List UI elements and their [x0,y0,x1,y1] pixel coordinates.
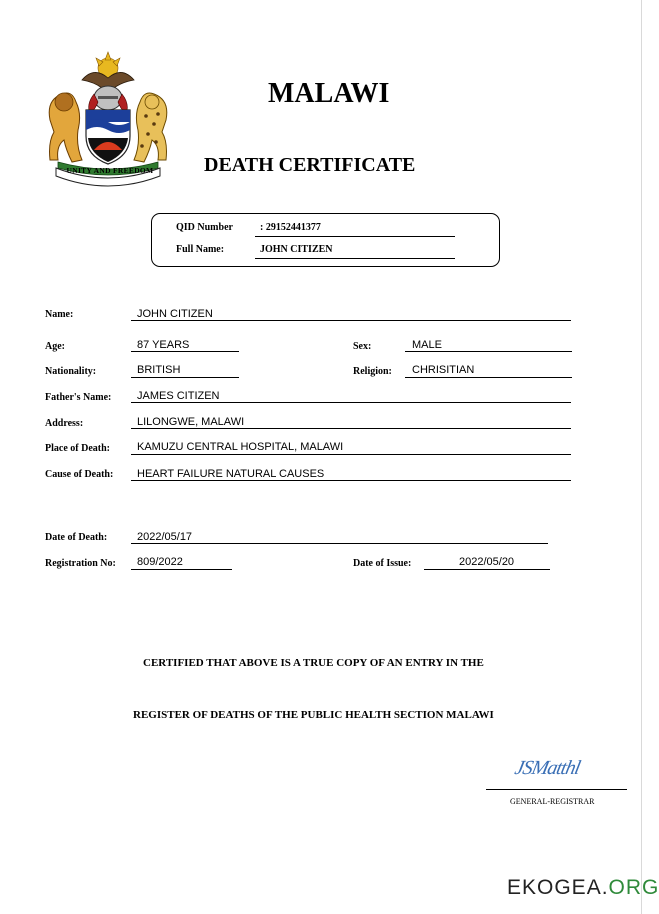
date-death-label: Date of Death: [45,532,108,543]
issue-label: Date of Issue: [353,558,412,569]
date-death-value: 2022/05/17 [137,531,193,543]
fullname-value: JOHN CITIZEN [260,244,333,255]
name-label: Name: [45,309,74,320]
nationality-value: BRITISH [137,364,181,376]
sex-underline [405,351,572,352]
age-underline [131,351,239,352]
registration-label: Registration No: [45,558,116,569]
religion-underline [405,377,572,378]
country-title: MALAWI [268,78,390,109]
issue-underline [424,569,550,570]
registrar-title: GENERAL-REGISTRAR [510,797,595,806]
address-label: Address: [45,418,84,429]
fullname-underline [255,258,455,259]
watermark [507,876,659,900]
qid-value: : 29152441377 [260,222,321,233]
cause-underline [131,480,571,481]
religion-value: CHRISITIAN [412,364,475,376]
religion-label: Religion: [353,366,392,377]
date-death-underline [131,543,548,544]
nationality-label: Nationality: [45,366,97,377]
place-value: KAMUZU CENTRAL HOSPITAL, MALAWI [137,441,344,453]
watermark-part-2: ORG [608,876,659,899]
fullname-label: Full Name: [176,244,225,255]
signature: JSMatthl [512,757,582,779]
place-underline [131,454,571,455]
sex-value: MALE [412,339,442,351]
nationality-underline [131,377,239,378]
watermark-part-1: EKOGEA. [507,876,609,899]
issue-value: 2022/05/20 [459,556,515,568]
address-underline [131,428,571,429]
certification-line-2: REGISTER OF DEATHS OF THE PUBLIC HEALTH SECTION MALAWI [133,709,494,721]
registration-underline [131,569,232,570]
father-underline [131,402,571,403]
sex-label: Sex: [353,341,372,352]
place-label: Place of Death: [45,443,110,454]
emblem-motto: UNITY AND FREEDOM [66,166,154,175]
cause-value: HEART FAILURE NATURAL CAUSES [137,468,325,480]
age-label: Age: [45,341,65,352]
registration-value: 809/2022 [137,556,183,568]
father-value: JAMES CITIZEN [137,390,220,402]
certification-line-1: CERTIFIED THAT ABOVE IS A TRUE COPY OF AN ENTRY IN THE [143,657,484,669]
age-value: 87 YEARS [137,339,190,351]
cause-label: Cause of Death: [45,469,114,480]
coat-of-arms-emblem [42,50,174,184]
signature-underline [486,789,627,790]
document-title: DEATH CERTIFICATE [204,154,416,176]
name-underline [131,320,571,321]
father-label: Father's Name: [45,392,112,403]
name-value: JOHN CITIZEN [137,308,213,320]
qid-label: QID Number [176,222,233,233]
qid-underline [255,236,455,237]
address-value: LILONGWE, MALAWI [137,416,245,428]
